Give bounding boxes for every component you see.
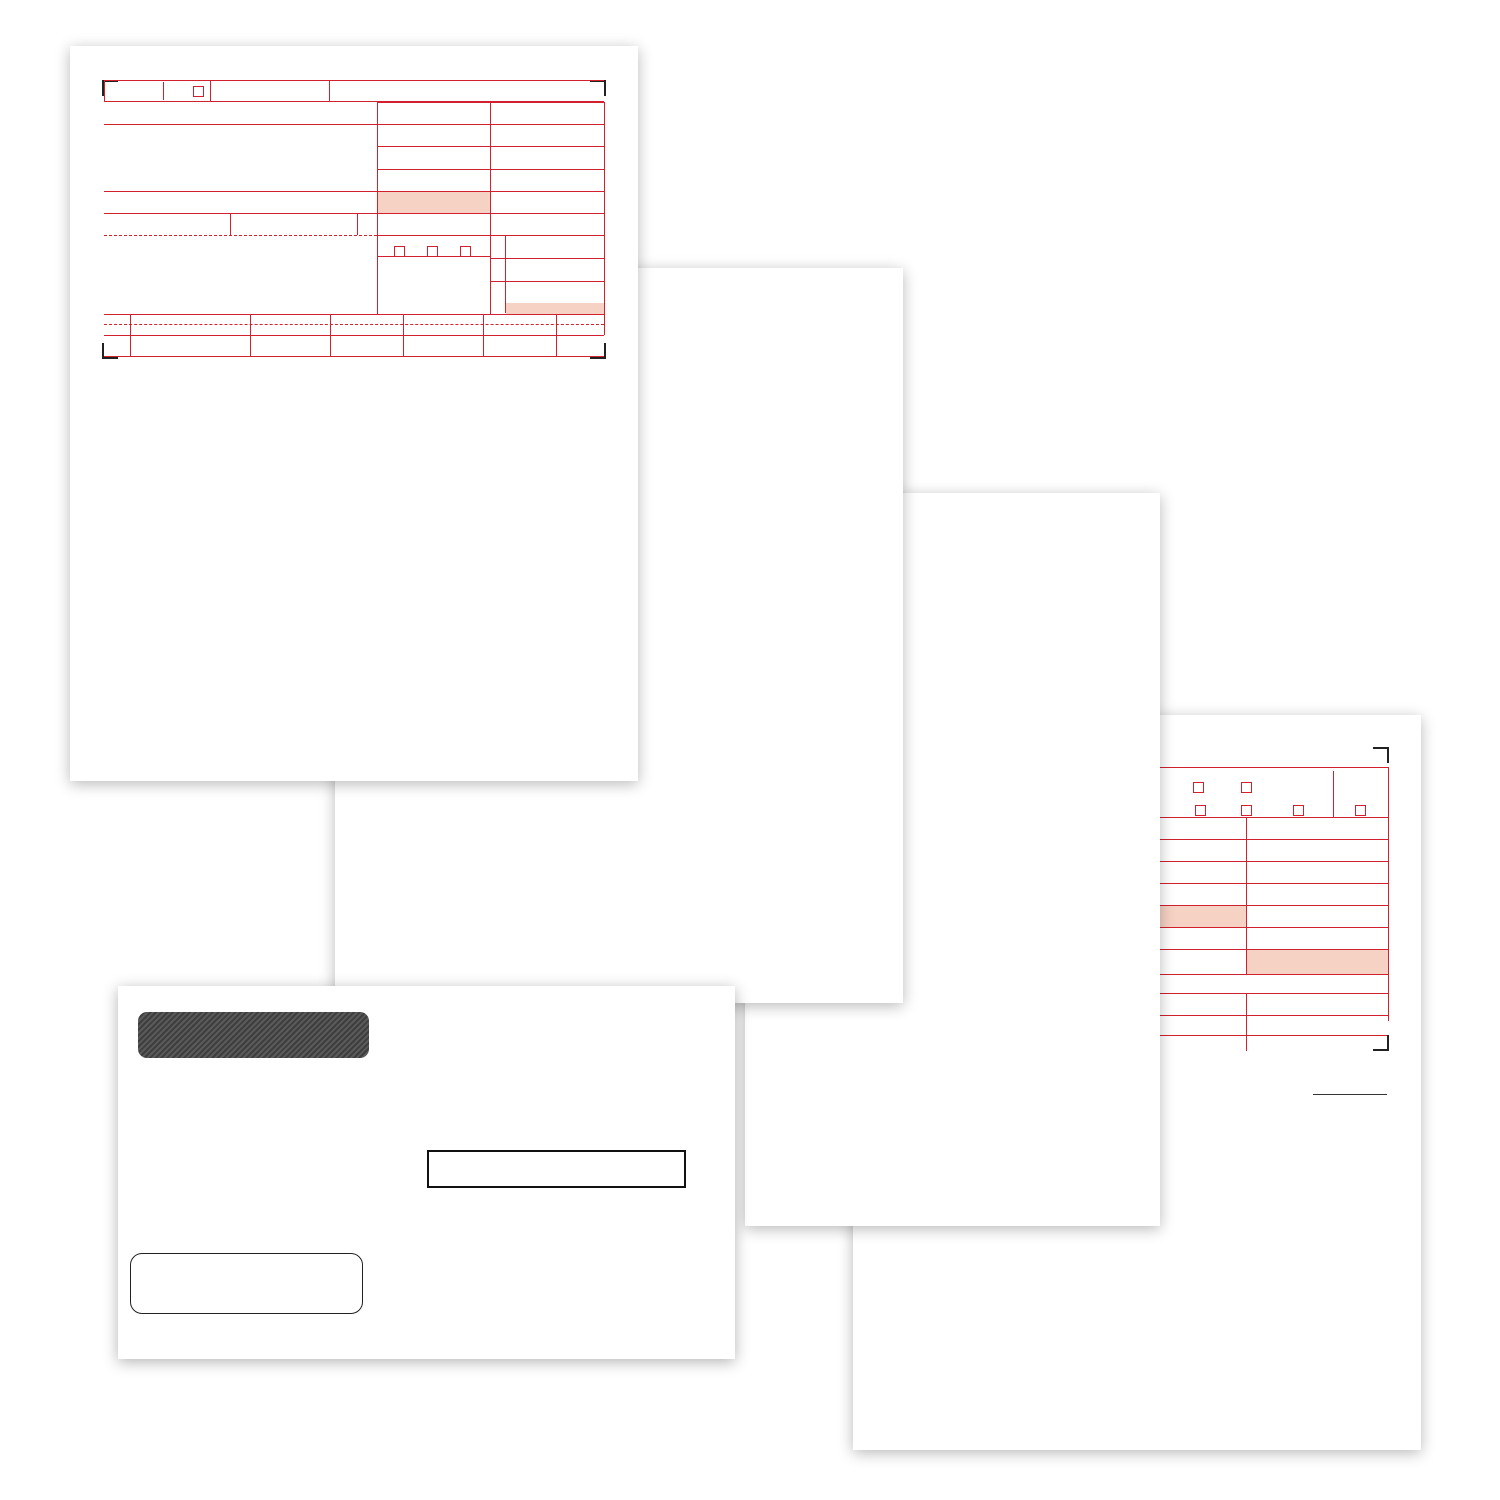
checkbox-third-party[interactable] bbox=[1355, 805, 1366, 816]
checkbox-third-party[interactable] bbox=[460, 246, 471, 257]
form-rule bbox=[483, 314, 484, 357]
important-notice-box bbox=[427, 1150, 686, 1188]
form-rule bbox=[505, 236, 506, 313]
form-rule bbox=[403, 314, 404, 357]
crop-mark bbox=[1373, 1035, 1389, 1051]
form-rule bbox=[104, 213, 377, 214]
form-rule bbox=[377, 235, 605, 236]
form-rule bbox=[556, 314, 557, 357]
shaded-box bbox=[506, 303, 604, 314]
form-rule bbox=[490, 102, 491, 315]
form-rule bbox=[104, 124, 377, 125]
form-rule bbox=[377, 124, 605, 125]
form-rule bbox=[230, 213, 231, 235]
ssn-box[interactable] bbox=[210, 80, 330, 102]
form-rule bbox=[104, 314, 604, 315]
shaded-box-9 bbox=[378, 192, 490, 213]
checkbox-statutory[interactable] bbox=[394, 246, 405, 257]
form-rule bbox=[104, 356, 604, 357]
form-rule bbox=[490, 281, 604, 282]
checkbox-501c-non-govt[interactable] bbox=[1241, 782, 1252, 793]
return-window bbox=[130, 1253, 363, 1314]
form-rule bbox=[377, 102, 605, 103]
form-rule bbox=[377, 169, 605, 170]
form-rule bbox=[377, 213, 605, 214]
crop-mark bbox=[1373, 747, 1389, 763]
checkbox-none-apply[interactable] bbox=[1193, 782, 1204, 793]
form-rule bbox=[250, 314, 251, 357]
dashed-divider bbox=[104, 235, 377, 236]
envelope bbox=[118, 986, 735, 1359]
checkbox-state-local-501c[interactable] bbox=[1241, 805, 1252, 816]
form-rule bbox=[130, 314, 131, 357]
envelope-window bbox=[138, 1012, 369, 1058]
checkbox-retirement[interactable] bbox=[427, 246, 438, 257]
form-rule bbox=[604, 102, 605, 335]
form-rule bbox=[104, 80, 604, 81]
crop-mark bbox=[590, 80, 606, 96]
copy-a-sheet bbox=[70, 46, 638, 781]
form-rule bbox=[490, 258, 604, 259]
form-rule bbox=[104, 335, 604, 336]
checkbox-state-local-non[interactable] bbox=[1195, 805, 1206, 816]
checkbox-federal-govt[interactable] bbox=[1293, 805, 1304, 816]
form-rule bbox=[104, 80, 105, 102]
dashed-divider bbox=[104, 324, 604, 325]
form-rule bbox=[330, 314, 331, 357]
form-rule bbox=[104, 191, 377, 192]
form-rule bbox=[377, 146, 605, 147]
form-rule bbox=[357, 213, 358, 235]
form-rule bbox=[163, 82, 164, 100]
checkbox-void[interactable] bbox=[193, 86, 204, 97]
